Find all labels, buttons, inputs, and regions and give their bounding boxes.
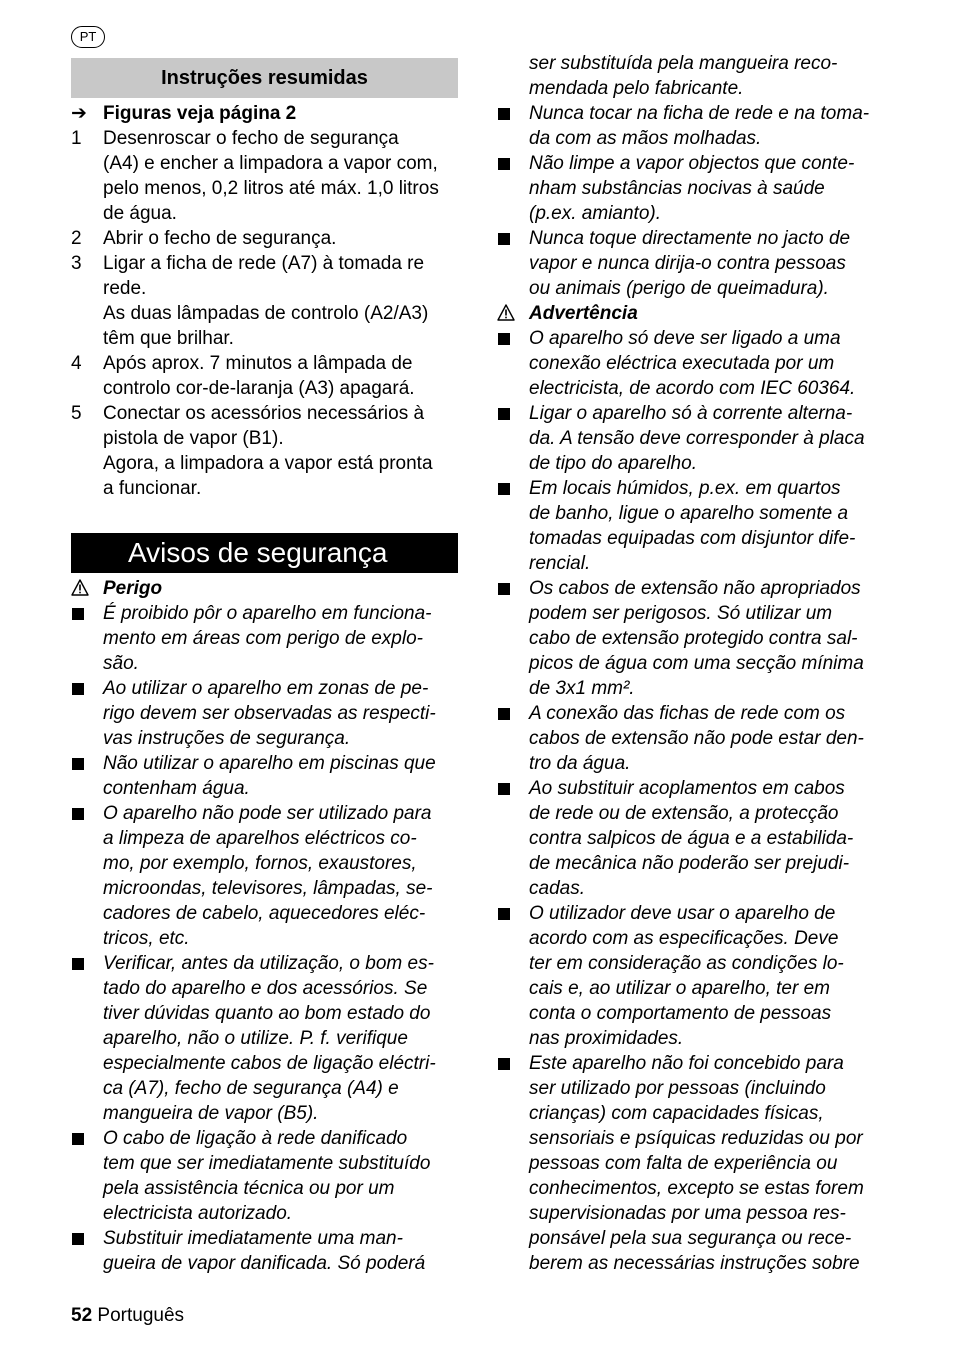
bullet-square-icon: [498, 408, 510, 420]
bullet: [71, 801, 101, 820]
bullet: [497, 576, 527, 595]
bullet: [71, 601, 101, 620]
safety-heading-bar: [71, 533, 458, 573]
step-text: Desenroscar o fecho de segurança (A4) e encher a limpadora a vapor com, pelo menos, 0,2 litros até máx. 1,0 litros de água.: [103, 128, 439, 224]
bullet-square-icon: [498, 108, 510, 120]
step-text: Abrir o fecho de segurança.: [103, 228, 337, 249]
step-text: Conectar os acessórios necessários à pistola de vapor (B1). Agora, a limpadora a vapor está pronta a funcionar.: [103, 403, 433, 499]
warning-item-text: O utilizador deve usar o aparelho de acordo com as especificações. Deve ter em consideração as condições lo- cais e, ao utilizar o aparelho, ter em conta o comportamento de pessoas nas proximidades.: [529, 903, 844, 1049]
footer-language: Português: [97, 1305, 185, 1326]
warning-triangle-icon: [497, 301, 527, 321]
page-number: 52: [71, 1305, 93, 1326]
bullet: [497, 901, 527, 920]
warning-item-text: Os cabos de extensão não apropriados podem ser perigosos. Só utilizar um cabo de extensão protegido contra sal- picos de água com uma secção mínima de 3x1 mm².: [529, 578, 864, 699]
bullet-square-icon: [498, 333, 510, 345]
bullet: [497, 776, 527, 795]
warning-item-text: O aparelho só deve ser ligado a uma conexão eléctrica executada por um electricista, de acordo com IEC 60364.: [529, 328, 856, 399]
danger-item-text: O cabo de ligação à rede danificado tem que ser imediatamente substituído pela assistência técnica ou por um electricista autorizado.: [103, 1128, 431, 1224]
bullet: [71, 1226, 101, 1245]
continued-text-body: ser substituída pela mangueira reco- mendada pelo fabricante.: [529, 53, 838, 99]
danger-item-text: Verificar, antes da utilização, o bom es- tado do aparelho e dos acessórios. Se tiver dúvidas quanto ao bom estado do aparelho, não o utilize. P. f. verifique especialmente cabos de ligação eléctri- ca (A7), fecho de segurança (A4) e mangueira de vapor (B5).: [103, 953, 436, 1124]
page-footer: [71, 1303, 184, 1328]
warning-triangle-icon: [71, 579, 89, 596]
bullet: [71, 676, 101, 695]
bullet: [497, 701, 527, 720]
bullet-square-icon: [498, 1058, 510, 1070]
bullet-square-icon: [72, 683, 84, 695]
bullet-square-icon: [72, 608, 84, 620]
warning-item-text: Este aparelho não foi concebido para ser utilizado por pessoas (incluindo crianças) com capacidades físicas, sensoriais e psíquicas reduzidas ou por pessoas com falta de experiência ou conhecimentos, excepto se estas forem supervisionadas por uma pessoa res- ponsável pela sua segurança ou rece- berem as necessárias instruções sobre: [529, 1053, 864, 1274]
bullet-square-icon: [498, 483, 510, 495]
section-title-bar: [71, 58, 458, 98]
warning-item-text: Ligar o aparelho só à corrente alterna- da. A tensão deve corresponder à placa de tipo do aparelho.: [529, 403, 865, 474]
bullet: [71, 951, 101, 970]
bullet: [71, 1126, 101, 1145]
arrow-icon: ➔: [71, 103, 87, 124]
bullet-square-icon: [498, 158, 510, 170]
step-number: 3: [71, 253, 82, 274]
danger-item-text: O aparelho não pode ser utilizado para a limpeza de aparelhos eléctricos co- mo, por exemplo, fornos, exaustores, microondas, televisores, lâmpadas, se- cadores de cabelo, aquecedores eléc- tricos, etc.: [103, 803, 433, 949]
bullet: [71, 751, 101, 770]
step-text: Ligar a ficha de rede (A7) à tomada re rede. As duas lâmpadas de controlo (A2/A3) têm que brilhar.: [103, 253, 429, 349]
danger-item-text: Substituir imediatamente uma man- gueira de vapor danificada. Só poderá: [103, 1228, 426, 1274]
bullet: [497, 101, 527, 120]
warning-triangle-icon: [497, 304, 515, 321]
bullet: [497, 401, 527, 420]
danger-item-text: É proibido pôr o aparelho em funciona- mento em áreas com perigo de explo- são.: [103, 603, 432, 674]
bullet-square-icon: [498, 708, 510, 720]
bullet: [497, 326, 527, 345]
figures-reference-text: Figuras veja página 2: [103, 103, 297, 124]
step-number: 2: [71, 228, 82, 249]
bullet-square-icon: [498, 233, 510, 245]
bullet-square-icon: [72, 1133, 84, 1145]
bullet-square-icon: [498, 783, 510, 795]
bullet: [497, 476, 527, 495]
bullet-square-icon: [498, 583, 510, 595]
step-text: Após aprox. 7 minutos a lâmpada de controlo cor-de-laranja (A3) apagará.: [103, 353, 415, 399]
step-number: 5: [71, 403, 82, 424]
bullet: [497, 1051, 527, 1070]
bullet-square-icon: [72, 758, 84, 770]
danger-item-text: Não limpe a vapor objectos que conte- nham substâncias nocivas à saúde (p.ex. amianto).: [529, 153, 855, 224]
warning-label-text: Advertência: [529, 303, 638, 324]
warning-triangle-icon: [71, 576, 101, 596]
bullet: [497, 226, 527, 245]
step-number: 4: [71, 353, 82, 374]
section-title: Instruções resumidas: [161, 67, 368, 89]
bullet-square-icon: [72, 958, 84, 970]
danger-item-text: Nunca toque directamente no jacto de vapor e nunca dirija-o contra pessoas ou animais (perigo de queimadura).: [529, 228, 851, 299]
danger-item-text: Não utilizar o aparelho em piscinas que contenham água.: [103, 753, 436, 799]
danger-label-text: Perigo: [103, 578, 163, 599]
step-number: 1: [71, 128, 82, 149]
language-badge: PT: [71, 26, 105, 48]
warning-item-text: A conexão das fichas de rede com os cabos de extensão não pode estar den- tro da água.: [529, 703, 864, 774]
safety-heading: Avisos de segurança: [128, 537, 388, 568]
bullet-square-icon: [72, 808, 84, 820]
warning-item-text: Ao substituir acoplamentos em cabos de rede ou de extensão, a protecção contra salpicos de água e a estabilida- de mecânica não poderão ser prejudi- cadas.: [529, 778, 854, 899]
danger-item-text: Ao utilizar o aparelho em zonas de pe- rigo devem ser observadas as respecti- vas instruções de segurança.: [103, 678, 436, 749]
bullet: [497, 151, 527, 170]
bullet-square-icon: [72, 1233, 84, 1245]
bullet-square-icon: [498, 908, 510, 920]
warning-item-text: Em locais húmidos, p.ex. em quartos de banho, ligue o aparelho somente a tomadas equipadas com disjuntor dife- rencial.: [529, 478, 856, 574]
danger-item-text: Nunca tocar na ficha de rede e na toma- da com as mãos molhadas.: [529, 103, 870, 149]
